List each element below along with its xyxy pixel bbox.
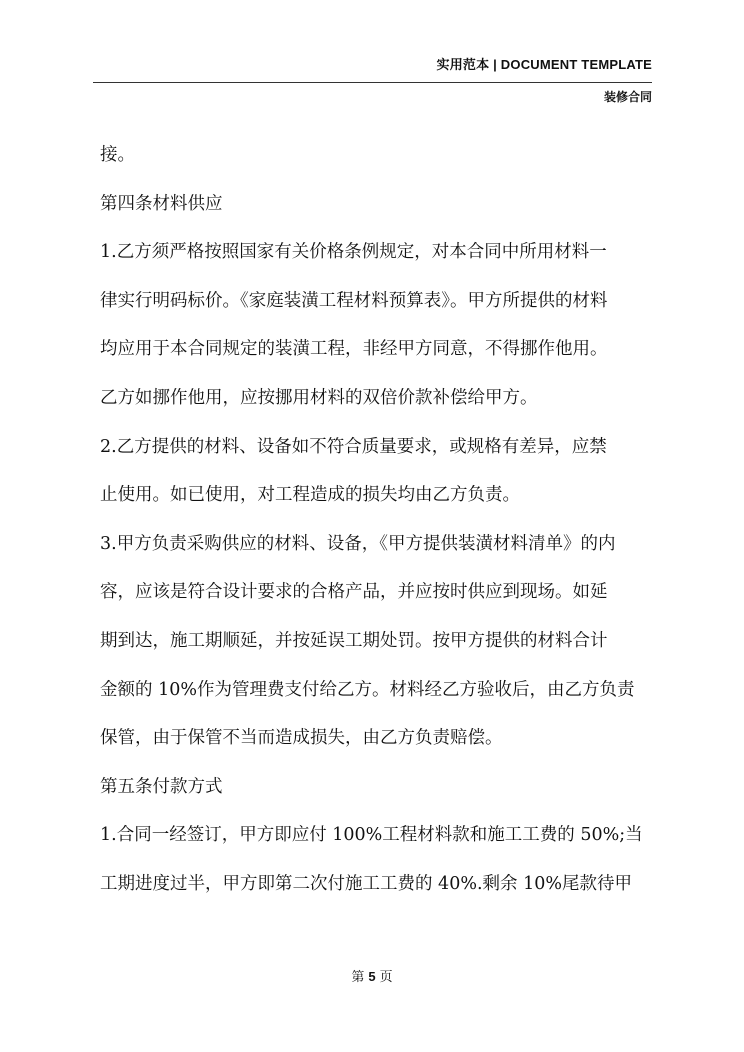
body-line: 止使用。如已使用，对工程造成的损失均由乙方负责。 bbox=[100, 485, 520, 506]
body-line: 1.合同一经签订，甲方即应付 100%工程材料款和施工工费的 50%;当 bbox=[100, 825, 643, 846]
body-line: 工期进度过半，甲方即第二次付施工工费的 40%.剩余 10%尾款待甲 bbox=[100, 873, 632, 894]
body-line: 1.乙方须严格按照国家有关价格条例规定，对本合同中所用材料一 bbox=[100, 242, 607, 263]
document-body bbox=[100, 140, 656, 918]
body-line: 期到达，施工期顺延，并按延误工期处罚。按甲方提供的材料合计 bbox=[100, 630, 608, 651]
section-heading: 第五条付款方式 bbox=[100, 776, 223, 797]
body-line: 保管，由于保管不当而造成损失，由乙方负责赔偿。 bbox=[100, 728, 503, 749]
body-line: 2.乙方提供的材料、设备如不符合质量要求，或规格有差异，应禁 bbox=[100, 436, 607, 457]
body-line: 3.甲方负责采购供应的材料、设备，《甲方提供装潢材料清单》的内 bbox=[100, 533, 616, 554]
section-heading: 第四条材料供应 bbox=[100, 193, 223, 214]
body-line: 均应用于本合同规定的装潢工程，非经甲方同意，不得挪作他用。 bbox=[100, 339, 608, 360]
body-line: 容，应该是符合设计要求的合格产品，并应按时供应到现场。如延 bbox=[100, 582, 608, 603]
footer-suffix: 页 bbox=[379, 970, 393, 985]
page-number: 5 bbox=[368, 969, 376, 984]
header-subtitle: 装修合同 bbox=[603, 90, 652, 104]
body-line: 接。 bbox=[100, 145, 135, 165]
header-title: 实用范本 | DOCUMENT TEMPLATE bbox=[436, 57, 652, 72]
header-divider bbox=[93, 82, 652, 83]
body-line: 乙方如挪作他用，应按挪用材料的双倍价款补偿给甲方。 bbox=[100, 387, 538, 408]
footer-prefix: 第 bbox=[351, 970, 365, 985]
page-footer bbox=[0, 966, 744, 985]
body-line: 律实行明码标价。《家庭装潢工程材料预算表》。甲方所提供的材料 bbox=[100, 290, 608, 311]
body-line: 金额的 10%作为管理费支付给乙方。材料经乙方验收后，由乙方负责 bbox=[100, 679, 635, 700]
